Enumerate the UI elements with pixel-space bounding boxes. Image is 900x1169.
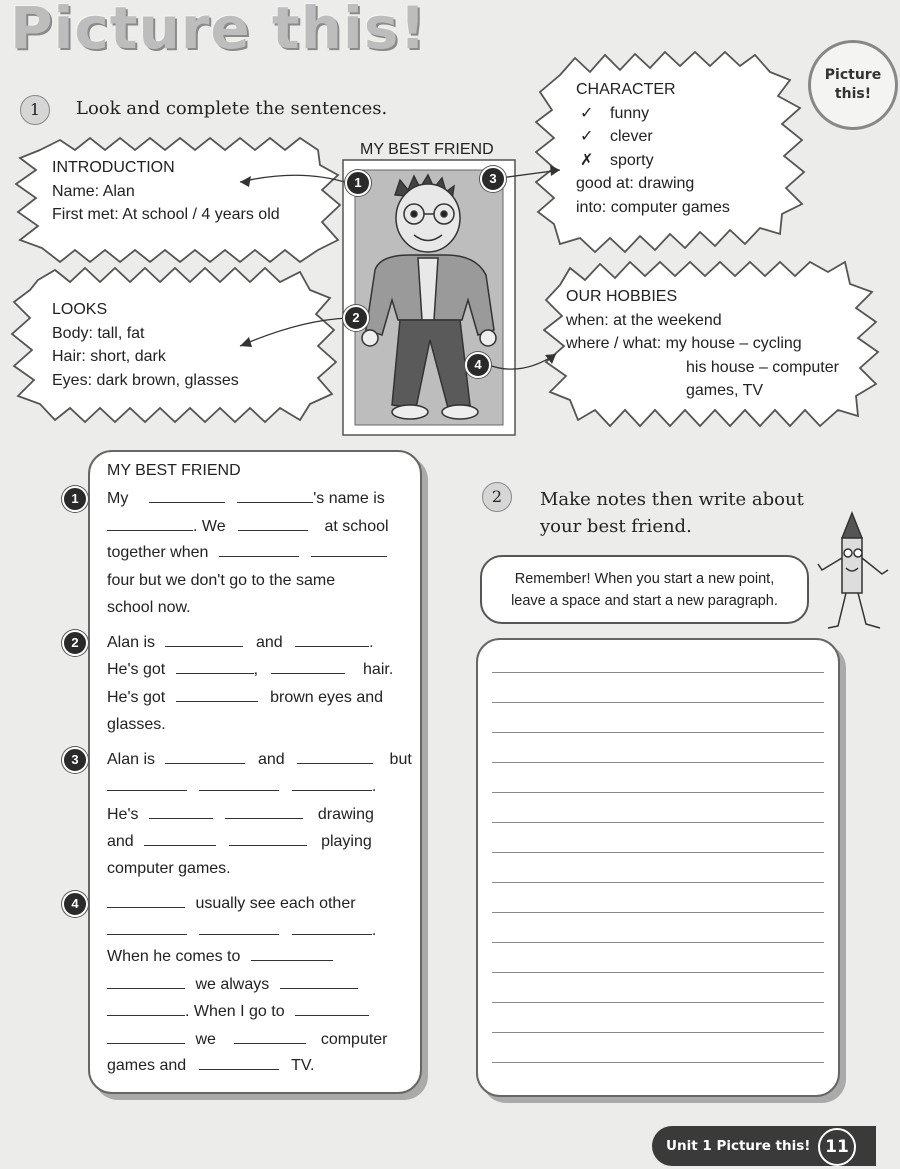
- blank[interactable]: [229, 833, 307, 846]
- p4-line3: When he comes to: [107, 948, 333, 966]
- callout-2: 2: [343, 305, 369, 331]
- writing-line[interactable]: [492, 852, 824, 853]
- exercise-2-instruction: [540, 486, 804, 540]
- paragraph-marker-3: 3: [62, 747, 88, 773]
- p3-line3: He's drawing: [107, 806, 374, 823]
- blank[interactable]: [107, 895, 185, 908]
- looks-text: [52, 298, 239, 392]
- paragraph-marker-1: 1: [62, 486, 88, 512]
- blank[interactable]: [280, 976, 358, 989]
- blank[interactable]: [149, 806, 213, 819]
- p4-line6: we computer: [107, 1031, 388, 1049]
- introduction-line: First met: At school / 4 years old: [52, 206, 280, 223]
- best-friend-panel: [71, 450, 422, 1094]
- callout-4: 4: [465, 352, 491, 378]
- p4-line5: . When I go to: [107, 1003, 369, 1021]
- picture-label: MY BEST FRIEND: [360, 141, 494, 158]
- writing-line[interactable]: [492, 882, 824, 883]
- p1-line2: . We at school: [107, 518, 389, 536]
- character-item: ✓ clever: [576, 125, 730, 149]
- writing-line[interactable]: [492, 792, 824, 793]
- p4-line2: .: [107, 922, 376, 940]
- character-heading: CHARACTER: [576, 81, 676, 98]
- p4-line1: usually see each other: [107, 895, 356, 913]
- p4-line4: we always: [107, 976, 358, 994]
- callout-1: 1: [345, 170, 371, 196]
- blank[interactable]: [149, 490, 225, 503]
- hobbies-line: games, TV: [686, 382, 764, 399]
- blank[interactable]: [292, 922, 372, 935]
- pencil-mascot-icon: [812, 508, 898, 638]
- character-line: into: computer games: [576, 198, 730, 216]
- hobbies-text: [566, 285, 839, 403]
- exercise-number-2: 2: [482, 482, 512, 512]
- exercise-2-line2: your best friend.: [540, 516, 692, 537]
- blank[interactable]: [107, 1031, 185, 1044]
- blank[interactable]: [292, 778, 372, 791]
- writing-line[interactable]: [492, 912, 824, 913]
- introduction-text: [52, 156, 280, 227]
- p1-line1: My 's name is: [107, 490, 385, 507]
- section-badge-line2: this!: [834, 86, 872, 102]
- remember-line1: Remember! When you start a new point,: [514, 570, 775, 587]
- writing-line[interactable]: [492, 972, 824, 973]
- p2-line2: He's got , hair.: [107, 661, 394, 678]
- hobbies-line: his house – computer: [686, 358, 839, 376]
- writing-line[interactable]: [492, 942, 824, 943]
- blank[interactable]: [199, 778, 279, 791]
- hobbies-heading: OUR HOBBIES: [566, 288, 678, 305]
- p1-line3: together when: [107, 544, 387, 562]
- hobbies-line: where / what: my house – cycling: [566, 335, 802, 352]
- blank[interactable]: [295, 1003, 369, 1016]
- blank[interactable]: [144, 833, 216, 846]
- blank[interactable]: [176, 689, 258, 702]
- p3-line4: and playing: [107, 833, 372, 850]
- blank[interactable]: [237, 490, 313, 503]
- page-number: 11: [818, 1128, 856, 1166]
- blank[interactable]: [107, 778, 187, 791]
- blank[interactable]: [219, 544, 299, 557]
- exercise-1-instruction: Look and complete the sentences.: [76, 98, 388, 119]
- cross-icon: ✗: [580, 151, 594, 169]
- p4-line7: games and TV.: [107, 1057, 315, 1074]
- introduction-heading: INTRODUCTION: [52, 159, 175, 176]
- blank[interactable]: [311, 544, 387, 557]
- blank[interactable]: [165, 751, 245, 764]
- blank[interactable]: [225, 806, 303, 819]
- blank[interactable]: [107, 922, 187, 935]
- check-icon: ✓: [580, 104, 594, 122]
- p3-line1: Alan is and but: [107, 751, 412, 768]
- writing-line[interactable]: [492, 1062, 824, 1063]
- blank[interactable]: [251, 948, 333, 961]
- looks-heading: LOOKS: [52, 301, 108, 318]
- p2-line4: glasses.: [107, 716, 166, 733]
- character-item: ✗ sporty: [576, 149, 730, 173]
- blank[interactable]: [107, 518, 193, 531]
- introduction-line: Name: Alan: [52, 182, 135, 200]
- writing-line[interactable]: [492, 732, 824, 733]
- section-badge-line1: Picture: [824, 67, 882, 83]
- blank[interactable]: [199, 1057, 279, 1070]
- paragraph-marker-2: 2: [62, 630, 88, 656]
- page-title: Picture this!: [10, 0, 427, 62]
- character-line: good at: drawing: [576, 175, 695, 192]
- blank[interactable]: [107, 1003, 185, 1016]
- notes-writing-area[interactable]: [476, 638, 840, 1097]
- character-item: ✓ funny: [576, 102, 730, 126]
- character-text: [576, 78, 730, 219]
- writing-line[interactable]: [492, 672, 824, 673]
- remember-line2: leave a space and start a new paragraph.: [511, 592, 778, 609]
- blank[interactable]: [176, 661, 254, 674]
- writing-line[interactable]: [492, 702, 824, 703]
- writing-line[interactable]: [492, 1002, 824, 1003]
- writing-line[interactable]: [492, 822, 824, 823]
- blank[interactable]: [297, 751, 373, 764]
- paragraph-marker-4: 4: [62, 891, 88, 917]
- looks-line: Hair: short, dark: [52, 348, 166, 365]
- blank[interactable]: [238, 518, 308, 531]
- panel-title: MY BEST FRIEND: [107, 462, 241, 479]
- blank[interactable]: [271, 661, 345, 674]
- looks-line: Eyes: dark brown, glasses: [52, 371, 239, 389]
- blank[interactable]: [295, 634, 369, 647]
- exercise-number-1: 1: [20, 95, 50, 125]
- remember-tip: [480, 555, 809, 624]
- exercise-2-line1: Make notes then write about: [540, 489, 804, 510]
- footer-unit-label: Unit 1 Picture this!: [652, 1126, 876, 1166]
- hobbies-line: when: at the weekend: [566, 311, 722, 329]
- check-icon: ✓: [580, 128, 594, 145]
- p1-line5: school now.: [107, 599, 191, 616]
- p3-line5: computer games.: [107, 860, 231, 877]
- writing-line[interactable]: [492, 1032, 824, 1033]
- p3-line2: .: [107, 778, 376, 796]
- looks-line: Body: tall, fat: [52, 324, 145, 342]
- blank[interactable]: [107, 976, 185, 989]
- writing-line[interactable]: [492, 762, 824, 763]
- p2-line3: He's got brown eyes and: [107, 689, 384, 706]
- p1-line4: four but we don't go to the same: [107, 572, 336, 589]
- p2-line1: Alan is and .: [107, 634, 374, 651]
- blank[interactable]: [234, 1031, 306, 1044]
- blank[interactable]: [165, 634, 243, 647]
- callout-3: 3: [480, 166, 506, 192]
- blank[interactable]: [199, 922, 279, 935]
